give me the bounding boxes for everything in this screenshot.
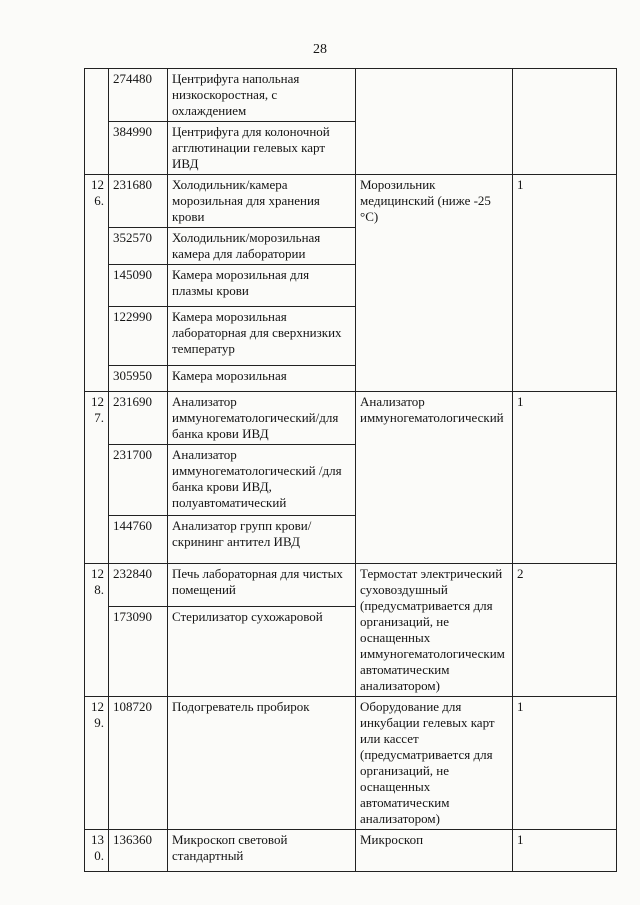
nomenclature-code-cell: 384990 [109, 122, 168, 175]
row-number-cell: 129. [85, 697, 109, 830]
nomenclature-code-cell: 144760 [109, 516, 168, 564]
item-name-cell: Анализатор иммуногематологический /для банка крови ИВД, полуавтоматический [168, 445, 356, 516]
item-name-cell: Анализатор иммуногематологический/для банка крови ИВД [168, 392, 356, 445]
item-name-cell: Камера морозильная для плазмы крови [168, 265, 356, 307]
equipment-name-cell: Анализатор иммуногематологический [356, 392, 513, 564]
item-name-cell: Печь лабораторная для чистых помещений [168, 564, 356, 607]
page-number: 28 [313, 42, 327, 57]
equipment-name-cell: Морозильник медицинский (ниже -25 °С) [356, 175, 513, 392]
quantity-cell: 1 [513, 392, 617, 564]
equipment-name-cell: Оборудование для инкубации гелевых карт или кассет (предусматривается для организаций, не оснащенных автоматическим анализатором) [356, 697, 513, 830]
nomenclature-code-cell: 231680 [109, 175, 168, 228]
equipment-table [84, 68, 617, 872]
nomenclature-code-cell: 274480 [109, 69, 168, 122]
quantity-cell: 1 [513, 830, 617, 872]
equipment-table-body [85, 69, 617, 872]
item-name-cell: Подогреватель пробирок [168, 697, 356, 830]
item-name-cell: Камера морозильная [168, 366, 356, 392]
nomenclature-code-cell: 231690 [109, 392, 168, 445]
equipment-name-cell [356, 69, 513, 175]
row-number-cell: 126. [85, 175, 109, 392]
item-name-cell: Анализатор групп крови/скрининг антител ИВД [168, 516, 356, 564]
table-row [85, 392, 617, 445]
nomenclature-code-cell: 122990 [109, 307, 168, 366]
item-name-cell: Центрифуга для колоночной агглютинации гелевых карт ИВД [168, 122, 356, 175]
item-name-cell: Холодильник/камера морозильная для хранения крови [168, 175, 356, 228]
row-number-cell: 130. [85, 830, 109, 872]
quantity-cell: 1 [513, 175, 617, 392]
item-name-cell: Холодильник/морозильная камера для лаборатории [168, 228, 356, 265]
nomenclature-code-cell: 305950 [109, 366, 168, 392]
quantity-cell [513, 69, 617, 175]
nomenclature-code-cell: 232840 [109, 564, 168, 607]
nomenclature-code-cell: 108720 [109, 697, 168, 830]
row-number-cell: 128. [85, 564, 109, 697]
item-name-cell: Стерилизатор сухожаровой [168, 606, 356, 696]
table-row [85, 69, 617, 122]
nomenclature-code-cell: 145090 [109, 265, 168, 307]
item-name-cell: Микроскоп световой стандартный [168, 830, 356, 872]
table-row [85, 175, 617, 228]
table-row [85, 564, 617, 607]
item-name-cell: Камера морозильная лабораторная для сверхнизких температур [168, 307, 356, 366]
nomenclature-code-cell: 136360 [109, 830, 168, 872]
table-row [85, 830, 617, 872]
nomenclature-code-cell: 173090 [109, 606, 168, 696]
nomenclature-code-cell: 231700 [109, 445, 168, 516]
quantity-cell: 1 [513, 697, 617, 830]
equipment-name-cell: Термостат электрический суховоздушный (предусматривается для организаций, не оснащенных иммуногематологическим автоматическим анализатором) [356, 564, 513, 697]
equipment-name-cell: Микроскоп [356, 830, 513, 872]
item-name-cell: Центрифуга напольная низкоскоростная, с охлаждением [168, 69, 356, 122]
row-number-cell: 127. [85, 392, 109, 564]
nomenclature-code-cell: 352570 [109, 228, 168, 265]
quantity-cell: 2 [513, 564, 617, 697]
row-number-cell [85, 69, 109, 175]
table-row [85, 697, 617, 830]
